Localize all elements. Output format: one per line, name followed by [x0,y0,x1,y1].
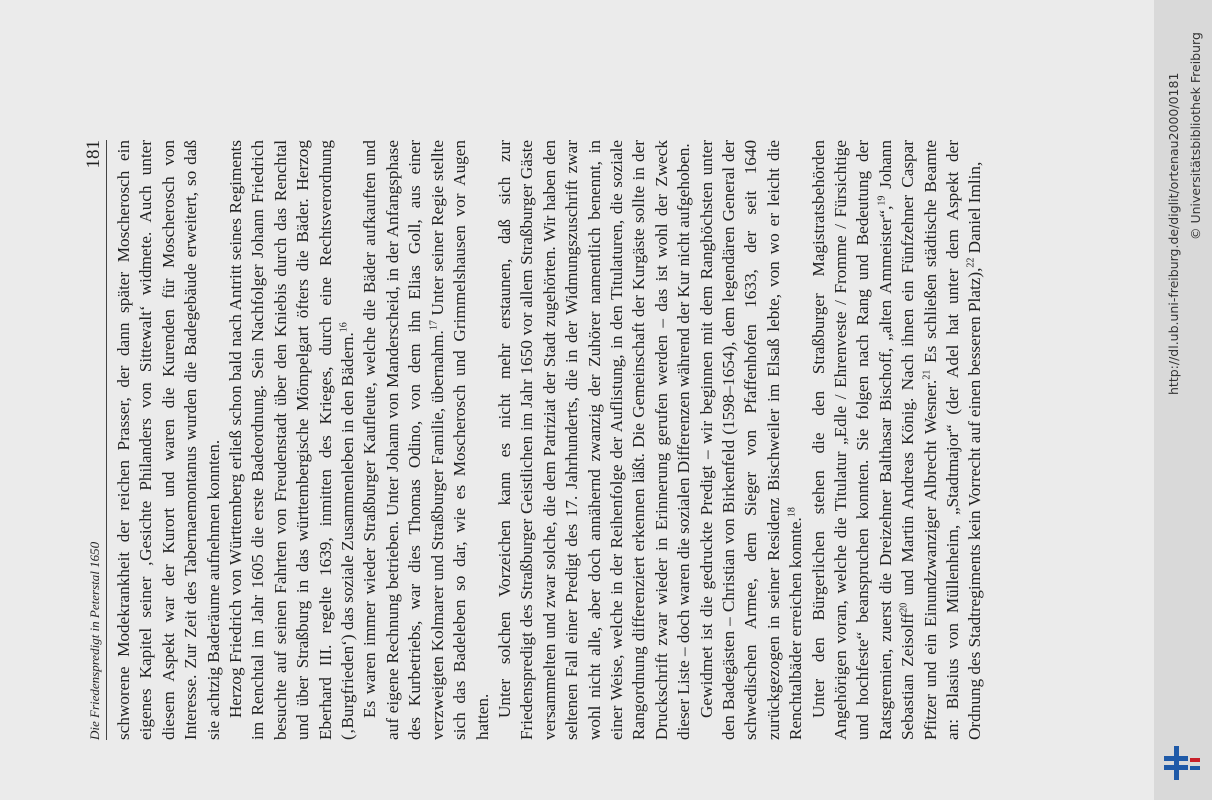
rotated-page-content [0,140,1154,800]
paragraph-text: Unter seiner Regie stellte sich das Badeleben so dar, wie es Moscherosch und Grimmelshausen vor Augen hatten. [427,139,492,740]
footnote-marker: 19 [876,195,888,206]
ub-freiburg-logo-icon [1162,746,1204,780]
running-title: Die Friedenspredigt in Peterstal 1650 [87,541,102,740]
page-number: 181 [83,140,104,169]
paragraph [359,140,493,740]
footnote-marker: 21 [920,369,932,380]
logo-mark-red [1190,758,1200,762]
logo-stem-left [1174,746,1179,780]
running-head [80,140,107,740]
logo-mark-blue [1190,766,1200,770]
footnote-marker: 16 [338,322,350,333]
footnote-marker: 17 [427,320,439,331]
paragraph-text: Herzog Friedrich von Württemberg erließ schon bald nach Antritt seines Regiments im Renchtal im Jahr 1605 die erste Badeordnung. Sein Nachfolger Johann Friedrich besuchte auf seinen Fahrten von Freudenstadt über den Kniebis durch das Renchtal und über Straßburg in das württembergische Mömpelgart öfters die Bäder. Herzog Eberhard III. regelte 1639, inmitten des Krieges, durch eine Rechtsverordnung (‚Burgfrieden‘) das soziale Zusammenleben in den Bädern. [226,140,358,740]
paragraph [225,140,359,740]
paragraph-text: schworene Modekrankheit der reichen Prasser, der dann später Moscherosch ein eigenes Kapitel seiner ‚Gesichte Philanders von Sittewalt‘ widmete. Auch unter diesem Aspekt war der Kurort und waren die Kurenden für Moscherosch von Interesse. Zur Zeit des Tabernaemontanus wurden die Badegebäude erweitert, so daß sie achtzig Baderäume aufnehmen konnten. [114,140,223,740]
page-content [80,140,987,740]
credit-copyright: © Universitätsbibliothek Freiburg [1188,32,1203,240]
paragraph-text: Es schließen städtische Beamte an: Blasius von Müllenheim, „Stadtmajor“ (der Adel hat unter dem Aspekt der Ordnung des Stadtregiments kein Vorrecht auf einen besseren Platz), [920,140,985,740]
paragraph-text: Unter den Bürgerlichen stehen die den Straßburger Magistratsbehörden Angehörigen voran, welche die Titulatur „Edle / Ehrenveste / Fromme / Fürsichtige und hochfeste“ beanspruchen konnten. Sie folgen nach Rang und Bedeutung der Ratsgremien, zuerst die Dreizehner Balthasar Bischoff, „alten Ammeister“, [808,140,895,740]
paragraph [113,140,225,740]
body-text [113,140,987,740]
footnote-marker: 18 [786,507,798,518]
paragraph [494,140,696,740]
footnote-marker: 20 [898,602,910,613]
paragraph-text: Unter solchen Vorzeichen kann es nicht mehr erstaunen, daß sich zur Friedenspredigt des Straßburger Geistlichen im Jahr 1650 vor allem Straßburger Gäste versammelten und zwar solche, die dem Patriziat der Stadt zugehörten. Wir haben den seltenen Fall einer Predigt des 17. Jahrhunderts, die in der Widmungszuschrift zwar wohl nicht alle, aber doch annähernd zwanzig der Zuhörer namentlich benennt, in einer Weise, welche in der Reihenfolge der Auflistung, in den Titulaturen, die soziale Rangordnung differenziert erkennen läßt. Die Gemeinschaft der Kurgäste sollte in der Druckschrift zwar wieder in Erinnerung gerufen werden – das ist wohl der Zweck dieser Liste – doch waren die sozialen Differenzen während der Kur nicht aufgehoben. [494,140,694,740]
paragraph-text: Johann Sebastian Zeisolff [875,140,918,740]
paragraph [808,140,987,740]
footnote-marker: 22 [965,257,977,268]
paragraph-text: Daniel Imlin, [965,161,985,258]
paragraph-text: Gewidmet ist die gedruckte Predigt – wir beginnen mit dem Ranghöchsten unter den Badegästen – Christian von Birkenfeld (1598–1654), dem legendären General der schwedischen Armee, dem Sieger von Pfaffenhofen 1633, der seit 1640 zurückgezogen in seiner Residenz Bischweiler im Elsaß lebte, von wo er leicht die Renchtalbäder erreichen konnte. [696,140,806,740]
paragraph [696,140,808,740]
credit-rotated [1154,0,1212,800]
credit-url[interactable]: http://dl.ub.uni-freiburg.de/diglit/ortenau2000/0181 [1166,72,1181,395]
side-credit-bar [1154,0,1212,800]
paragraph-text: und Martin Andreas König. Nach ihnen ein Fünfzehner Caspar Pfitzer und ein Einundzwanziger Albrecht Wesner. [898,140,940,740]
paragraph-text: Es waren immer wieder Straßburger Kaufleute, welche die Bäder aufkauften und auf eigene Rechnung betrieben. Unter Johann von Manderscheid, in der Anfangsphase des Kurbetriebs, war dies Thomas Odino, von dem ihn Elias Goll, aus einer verzweigten Kolmarer und Straßburger Familie, übernahm. [360,140,447,740]
